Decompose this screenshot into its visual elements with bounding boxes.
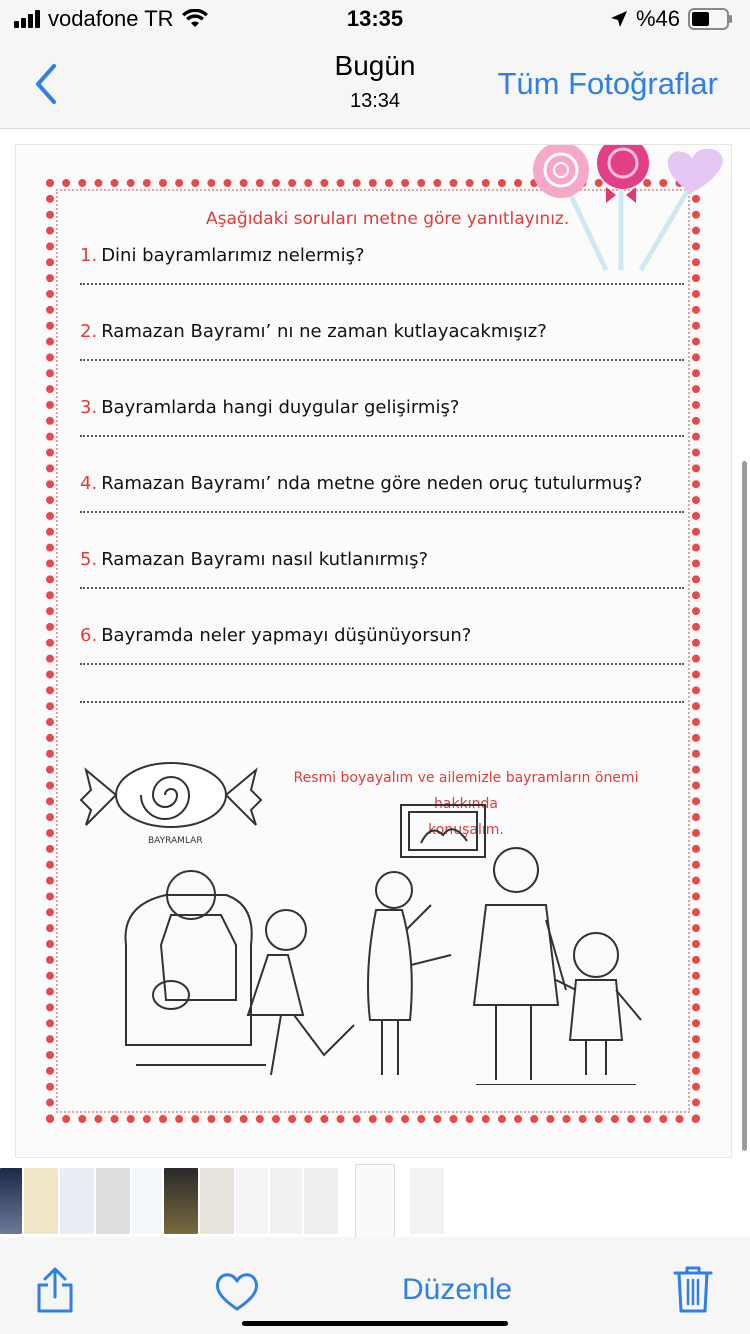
- family-coloring-drawing: [76, 745, 676, 1085]
- worksheet-heading: Aşağıdaki soruları metne göre yanıtlayınız.: [206, 209, 570, 229]
- answer-line: [80, 701, 684, 703]
- question-3: [80, 397, 459, 418]
- answer-line: [80, 511, 684, 513]
- worksheet-photo: [16, 145, 731, 1157]
- question-text: Ramazan Bayramı’ nda metne göre neden oruç tutulurmuş?: [101, 473, 643, 494]
- question-text: Ramazan Bayramı’ nı ne zaman kutlayacakmışız?: [101, 321, 547, 342]
- question-number: 6.: [80, 625, 98, 646]
- thumbnail[interactable]: [200, 1168, 234, 1234]
- candy-icon: [81, 763, 261, 827]
- question-text: Bayramda neler yapmayı düşünüyorsun?: [101, 625, 472, 646]
- question-number: 1.: [80, 245, 98, 266]
- status-bar: [0, 0, 750, 40]
- share-icon[interactable]: [34, 1265, 76, 1315]
- question-number: 5.: [80, 549, 98, 570]
- thumbnail[interactable]: [60, 1168, 94, 1234]
- all-photos-button[interactable]: Tüm Fotoğraflar: [497, 66, 718, 101]
- activity-line-1: Resmi boyayalım ve ailemizle bayramların önemi hakkında: [293, 770, 639, 812]
- clock: 13:35: [346, 6, 404, 31]
- location-arrow-icon: [610, 10, 628, 28]
- nav-title: Bugün: [334, 50, 416, 81]
- thumbnail-selected[interactable]: [356, 1165, 394, 1237]
- trash-icon[interactable]: [672, 1265, 714, 1315]
- thumbnail[interactable]: [270, 1168, 302, 1234]
- answer-line: [80, 663, 684, 665]
- question-2: [80, 321, 547, 342]
- thumbnail[interactable]: [24, 1168, 58, 1234]
- thumbnail[interactable]: [132, 1168, 162, 1234]
- question-text: Bayramlarda hangi duygular gelişirmiş?: [101, 397, 460, 418]
- carrier-name: vodafone TR: [48, 6, 174, 31]
- question-4: [80, 473, 643, 494]
- question-6: [80, 625, 471, 646]
- battery-percent: %46: [635, 6, 680, 31]
- thumbnail[interactable]: [96, 1168, 130, 1234]
- thumbnail[interactable]: [0, 1168, 22, 1234]
- answer-line: [80, 587, 684, 589]
- question-number: 4.: [80, 473, 98, 494]
- heart-icon[interactable]: [214, 1271, 260, 1313]
- activity-line-2: konuşalım.: [428, 822, 504, 838]
- nav-subtitle: 13:34: [349, 90, 401, 112]
- thumbnail[interactable]: [410, 1168, 444, 1234]
- answer-line: [80, 435, 684, 437]
- answer-line: [80, 283, 684, 285]
- question-5: [80, 549, 428, 570]
- edit-button[interactable]: Düzenle: [402, 1273, 513, 1306]
- question-text: Dini bayramlarımız nelermiş?: [101, 245, 365, 266]
- home-indicator: [242, 1321, 508, 1326]
- bottom-toolbar: [0, 1237, 750, 1334]
- question-1: [80, 245, 365, 266]
- navigation-bar: [0, 40, 750, 129]
- candy-label: BAYRAMLAR: [148, 836, 203, 846]
- thumbnail[interactable]: [164, 1168, 198, 1234]
- question-text: Ramazan Bayramı nasıl kutlanırmış?: [101, 549, 429, 570]
- photo-viewer[interactable]: [0, 129, 750, 1165]
- thumbnail[interactable]: [236, 1168, 268, 1234]
- answer-line: [80, 359, 684, 361]
- question-number: 3.: [80, 397, 98, 418]
- thumbnail[interactable]: [304, 1168, 338, 1234]
- thumbnail-strip[interactable]: [0, 1165, 750, 1237]
- question-number: 2.: [80, 321, 98, 342]
- scrollbar[interactable]: [742, 461, 747, 1151]
- status-right: [610, 6, 734, 32]
- battery-icon: [688, 8, 734, 30]
